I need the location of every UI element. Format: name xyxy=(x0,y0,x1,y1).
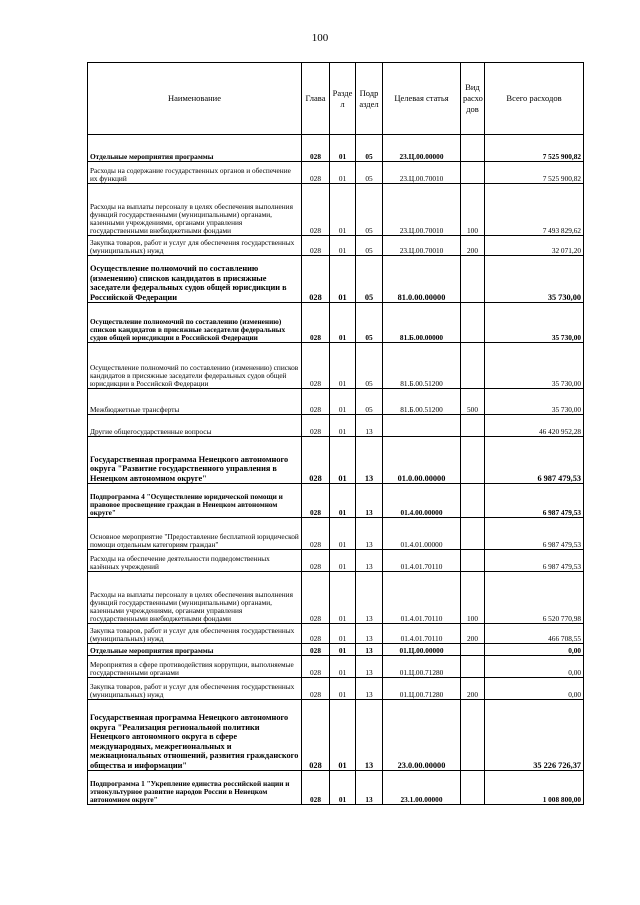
row-section: 01 xyxy=(330,303,356,343)
header-row xyxy=(88,63,584,135)
table-row xyxy=(88,644,584,656)
row-total: 0,00 xyxy=(485,644,584,656)
row-subsection: 05 xyxy=(356,256,383,303)
row-chapter: 028 xyxy=(302,550,330,572)
row-type xyxy=(461,256,485,303)
row-target: 01.Ц.00.00000 xyxy=(383,644,461,656)
row-chapter: 028 xyxy=(302,700,330,771)
row-total: 0,00 xyxy=(485,678,584,700)
row-section: 01 xyxy=(330,256,356,303)
row-type: 100 xyxy=(461,184,485,236)
row-type: 200 xyxy=(461,678,485,700)
row-section: 01 xyxy=(330,162,356,184)
row-type xyxy=(461,518,485,550)
table-row xyxy=(88,184,584,236)
row-total: 35 730,00 xyxy=(485,343,584,389)
row-chapter: 028 xyxy=(302,162,330,184)
row-name: Подпрограмма 1 "Укрепление единства российской нации и этнокультурное развитие народов России в Ненецком автономном округе" xyxy=(88,771,302,805)
table-row xyxy=(88,135,584,162)
row-total: 35 730,00 xyxy=(485,389,584,415)
row-section: 01 xyxy=(330,389,356,415)
row-name: Государственная программа Ненецкого автономного округа "Реализация региональной политики Ненецкого автономного округа в сфере международных, межрегиональных и межнациональных отношений, развития гражданского общества и информации" xyxy=(88,700,302,771)
row-type xyxy=(461,437,485,484)
row-type xyxy=(461,303,485,343)
row-target: 01.4.00.00000 xyxy=(383,484,461,518)
table-row xyxy=(88,415,584,437)
col-type-header: Вид расхо дов xyxy=(461,63,485,135)
row-name: Расходы на выплаты персоналу в целях обеспечения выполнения функций государственными (муниципальными) органами, казенными учреждениями, органами управления государственными внебюджетными фондами xyxy=(88,184,302,236)
row-chapter: 028 xyxy=(302,771,330,805)
row-section: 01 xyxy=(330,518,356,550)
table-row xyxy=(88,389,584,415)
row-target: 23.Ц.00.70010 xyxy=(383,236,461,256)
col-target-header: Целевая статья xyxy=(383,63,461,135)
row-name: Отдельные мероприятия программы xyxy=(88,644,302,656)
row-name: Осуществление полномочий по составлению (изменению) списков кандидатов в присяжные заседатели федеральных судов общей юрисдикции в Российской Федерации xyxy=(88,303,302,343)
row-target: 81.0.00.00000 xyxy=(383,256,461,303)
row-total: 1 008 800,00 xyxy=(485,771,584,805)
row-target: 23.0.00.00000 xyxy=(383,700,461,771)
table-row xyxy=(88,256,584,303)
row-subsection: 13 xyxy=(356,550,383,572)
row-type: 200 xyxy=(461,624,485,644)
row-total: 0,00 xyxy=(485,656,584,678)
row-target: 81.Б.00.51200 xyxy=(383,343,461,389)
table-row xyxy=(88,236,584,256)
col-section-header: Разде л xyxy=(330,63,356,135)
row-chapter: 028 xyxy=(302,236,330,256)
row-type xyxy=(461,484,485,518)
row-section: 01 xyxy=(330,437,356,484)
table-row xyxy=(88,572,584,624)
row-target: 01.4.01.70110 xyxy=(383,550,461,572)
row-subsection: 05 xyxy=(356,389,383,415)
table-row xyxy=(88,437,584,484)
row-subsection: 13 xyxy=(356,484,383,518)
row-chapter: 028 xyxy=(302,484,330,518)
row-type xyxy=(461,415,485,437)
row-subsection: 05 xyxy=(356,162,383,184)
row-chapter: 028 xyxy=(302,303,330,343)
row-target: 23.Ц.00.70010 xyxy=(383,162,461,184)
row-section: 01 xyxy=(330,550,356,572)
row-total: 6 987 479,53 xyxy=(485,518,584,550)
row-target: 01.4.01.70110 xyxy=(383,624,461,644)
row-type xyxy=(461,700,485,771)
row-subsection: 13 xyxy=(356,518,383,550)
row-type xyxy=(461,644,485,656)
table-row xyxy=(88,656,584,678)
row-type: 500 xyxy=(461,389,485,415)
row-target: 81.Б.00.00000 xyxy=(383,303,461,343)
row-target: 23.Ц.00.00000 xyxy=(383,135,461,162)
row-name: Расходы на содержание государственных органов и обеспечение их функций xyxy=(88,162,302,184)
row-subsection: 13 xyxy=(356,624,383,644)
row-subsection: 05 xyxy=(356,135,383,162)
row-section: 01 xyxy=(330,572,356,624)
table-row xyxy=(88,624,584,644)
row-subsection: 05 xyxy=(356,184,383,236)
row-type xyxy=(461,162,485,184)
row-chapter: 028 xyxy=(302,389,330,415)
row-chapter: 028 xyxy=(302,624,330,644)
row-type xyxy=(461,550,485,572)
row-total: 7 525 900,82 xyxy=(485,135,584,162)
row-subsection: 13 xyxy=(356,656,383,678)
row-section: 01 xyxy=(330,484,356,518)
row-section: 01 xyxy=(330,700,356,771)
row-total: 35 730,00 xyxy=(485,303,584,343)
row-chapter: 028 xyxy=(302,184,330,236)
row-name: Осуществление полномочий по составлению (изменению) списков кандидатов в присяжные заседатели федеральных судов общей юрисдикции в Российской Федерации xyxy=(88,256,302,303)
row-name: Закупка товаров, работ и услуг для обеспечения государственных (муниципальных) нужд xyxy=(88,678,302,700)
row-chapter: 028 xyxy=(302,415,330,437)
row-subsection: 13 xyxy=(356,644,383,656)
row-target: 01.4.01.00000 xyxy=(383,518,461,550)
row-section: 01 xyxy=(330,656,356,678)
row-subsection: 13 xyxy=(356,771,383,805)
row-section: 01 xyxy=(330,415,356,437)
row-target: 01.4.01.70110 xyxy=(383,572,461,624)
row-name: Другие общегосударственные вопросы xyxy=(88,415,302,437)
row-chapter: 028 xyxy=(302,135,330,162)
row-name: Расходы на выплаты персоналу в целях обеспечения выполнения функций государственными (муниципальными) органами, казенными учреждениями, органами управления государственными внебюджетными фондами xyxy=(88,572,302,624)
row-target: 01.Ц.00.71280 xyxy=(383,656,461,678)
table-row xyxy=(88,518,584,550)
table-row xyxy=(88,484,584,518)
table-row xyxy=(88,303,584,343)
page-number: 100 xyxy=(311,32,329,44)
row-target: 01.0.00.00000 xyxy=(383,437,461,484)
row-type xyxy=(461,135,485,162)
row-section: 01 xyxy=(330,678,356,700)
col-chapter-header: Глава xyxy=(302,63,330,135)
row-name: Осуществление полномочий по составлению (изменению) списков кандидатов в присяжные заседатели федеральных судов общей юрисдикции в Российской Федерации xyxy=(88,343,302,389)
row-type xyxy=(461,656,485,678)
row-section: 01 xyxy=(330,343,356,389)
row-chapter: 028 xyxy=(302,644,330,656)
row-total: 6 520 770,98 xyxy=(485,572,584,624)
row-total: 6 987 479,53 xyxy=(485,437,584,484)
row-type xyxy=(461,343,485,389)
row-subsection: 05 xyxy=(356,236,383,256)
row-subsection: 13 xyxy=(356,437,383,484)
row-total: 46 420 952,28 xyxy=(485,415,584,437)
row-name: Расходы на обеспечение деятельности подведомственных казённых учреждений xyxy=(88,550,302,572)
row-chapter: 028 xyxy=(302,256,330,303)
row-total: 6 987 479,53 xyxy=(485,484,584,518)
row-section: 01 xyxy=(330,135,356,162)
row-total: 466 708,55 xyxy=(485,624,584,644)
row-total: 7 525 900,82 xyxy=(485,162,584,184)
row-section: 01 xyxy=(330,184,356,236)
table-row xyxy=(88,771,584,805)
row-name: Государственная программа Ненецкого автономного округа "Развитие государственного управления в Ненецком автономном округе" xyxy=(88,437,302,484)
row-name: Отдельные мероприятия программы xyxy=(88,135,302,162)
row-name: Закупка товаров, работ и услуг для обеспечения государственных (муниципальных) нужд xyxy=(88,236,302,256)
row-name: Основное мероприятие "Предоставление бесплатной юридической помощи отдельным категориям граждан" xyxy=(88,518,302,550)
row-target xyxy=(383,415,461,437)
row-chapter: 028 xyxy=(302,343,330,389)
row-name: Межбюджетные трансферты xyxy=(88,389,302,415)
row-section: 01 xyxy=(330,624,356,644)
table-row xyxy=(88,700,584,771)
row-total: 7 493 829,62 xyxy=(485,184,584,236)
row-target: 23.1.00.00000 xyxy=(383,771,461,805)
row-type: 200 xyxy=(461,236,485,256)
row-name: Закупка товаров, работ и услуг для обеспечения государственных (муниципальных) нужд xyxy=(88,624,302,644)
row-subsection: 13 xyxy=(356,415,383,437)
row-target: 01.Ц.00.71280 xyxy=(383,678,461,700)
row-subsection: 13 xyxy=(356,572,383,624)
row-section: 01 xyxy=(330,644,356,656)
row-chapter: 028 xyxy=(302,572,330,624)
col-subsection-header: Подр аздел xyxy=(356,63,383,135)
row-total: 6 987 479,53 xyxy=(485,550,584,572)
row-subsection: 13 xyxy=(356,700,383,771)
row-target: 81.Б.00.51200 xyxy=(383,389,461,415)
row-subsection: 13 xyxy=(356,678,383,700)
row-total: 32 071,20 xyxy=(485,236,584,256)
row-chapter: 028 xyxy=(302,656,330,678)
col-name-header: Наименование xyxy=(88,63,302,135)
row-section: 01 xyxy=(330,236,356,256)
row-target: 23.Ц.00.70010 xyxy=(383,184,461,236)
row-total: 35 730,00 xyxy=(485,256,584,303)
row-chapter: 028 xyxy=(302,678,330,700)
table-row xyxy=(88,343,584,389)
row-type xyxy=(461,771,485,805)
table-row xyxy=(88,162,584,184)
row-name: Мероприятия в сфере противодействия коррупции, выполняемые государственными органами xyxy=(88,656,302,678)
row-total: 35 226 726,37 xyxy=(485,700,584,771)
col-total-header: Всего расходов xyxy=(485,63,584,135)
table-row xyxy=(88,678,584,700)
row-type: 100 xyxy=(461,572,485,624)
row-chapter: 028 xyxy=(302,518,330,550)
row-subsection: 05 xyxy=(356,303,383,343)
table-row xyxy=(88,550,584,572)
row-section: 01 xyxy=(330,771,356,805)
row-subsection: 05 xyxy=(356,343,383,389)
row-chapter: 028 xyxy=(302,437,330,484)
row-name: Подпрограмма 4 "Осуществление юридической помощи и правовое просвещение граждан в Ненецком автономном округе" xyxy=(88,484,302,518)
expenditure-table xyxy=(87,62,584,805)
